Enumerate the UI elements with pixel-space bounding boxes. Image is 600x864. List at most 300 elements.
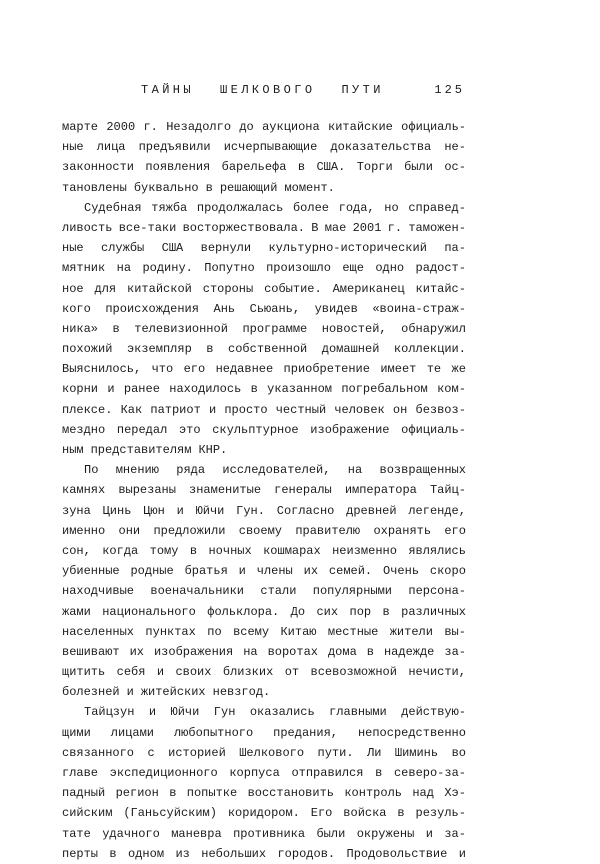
word: вы- bbox=[444, 624, 466, 639]
text-line bbox=[62, 117, 466, 137]
word: сих bbox=[316, 604, 339, 619]
word: новостей, bbox=[321, 321, 387, 336]
word: китайские bbox=[328, 120, 393, 134]
word: экземпляр bbox=[126, 342, 192, 357]
word: он bbox=[392, 402, 408, 417]
word: для bbox=[94, 281, 117, 296]
word: Как bbox=[120, 402, 143, 417]
word: его bbox=[444, 523, 466, 538]
text-line bbox=[62, 379, 466, 399]
word: буквально bbox=[133, 180, 199, 195]
word: китайской bbox=[127, 281, 192, 296]
word: Попутно bbox=[204, 261, 255, 276]
word: сон, bbox=[62, 543, 91, 558]
word: Тайц- bbox=[429, 483, 466, 498]
word: собственной bbox=[228, 342, 308, 357]
word: но bbox=[384, 200, 399, 215]
text-line bbox=[62, 803, 466, 823]
text-line bbox=[62, 662, 466, 682]
word: действую- bbox=[401, 705, 466, 720]
word: в bbox=[206, 342, 214, 357]
word: лицами bbox=[110, 725, 154, 740]
word: кошмарах bbox=[263, 543, 321, 558]
word: главе bbox=[62, 766, 99, 780]
word: вырезаны bbox=[118, 483, 176, 498]
word: па- bbox=[444, 241, 466, 256]
word: на bbox=[243, 644, 258, 659]
word: и bbox=[176, 503, 184, 518]
word: попытке bbox=[186, 786, 238, 801]
word: это bbox=[178, 422, 201, 437]
word: именно bbox=[62, 523, 106, 538]
word: США bbox=[161, 241, 184, 256]
word: близких bbox=[222, 665, 274, 680]
word: в bbox=[366, 644, 374, 659]
word: житейских bbox=[140, 685, 206, 700]
word: Тайцзун bbox=[84, 705, 135, 720]
text-line bbox=[62, 238, 466, 258]
text-line bbox=[62, 460, 466, 480]
word: официаль- bbox=[401, 422, 466, 437]
text-line bbox=[62, 440, 466, 460]
word: г. bbox=[387, 220, 403, 235]
word: семей. bbox=[328, 564, 373, 579]
word: законности bbox=[62, 160, 135, 175]
text-line bbox=[62, 702, 466, 722]
word: доказательства bbox=[330, 140, 432, 155]
word: коллекции. bbox=[393, 342, 466, 357]
word: вернули bbox=[200, 241, 252, 256]
word: справед- bbox=[408, 200, 466, 215]
word: возвращенных bbox=[379, 463, 466, 478]
word: событие. bbox=[264, 281, 322, 296]
word: стали bbox=[260, 584, 297, 599]
text-line bbox=[62, 137, 466, 157]
text-line bbox=[62, 258, 466, 278]
word: контроль bbox=[344, 786, 402, 801]
word: ливость bbox=[62, 220, 113, 235]
word: маневра bbox=[171, 826, 222, 841]
word: древней bbox=[346, 503, 397, 518]
text-line bbox=[62, 783, 466, 803]
word: программе bbox=[242, 321, 308, 336]
word: персона- bbox=[408, 584, 466, 599]
word: перты bbox=[62, 846, 99, 861]
word: являлись bbox=[408, 543, 466, 558]
word: легенде, bbox=[408, 503, 466, 518]
word: (Ганьсуйским) bbox=[123, 806, 217, 821]
word: коридором. bbox=[227, 806, 300, 821]
word: появления bbox=[145, 160, 211, 175]
word: Выяснилось, bbox=[62, 362, 142, 377]
word: регион bbox=[115, 786, 159, 801]
word: еще bbox=[342, 261, 364, 276]
word: мае bbox=[324, 220, 347, 235]
word: историей bbox=[168, 745, 226, 760]
word: китайс- bbox=[415, 281, 466, 296]
text-line bbox=[62, 602, 466, 622]
word: ные bbox=[62, 241, 84, 256]
word: дома bbox=[327, 644, 357, 659]
word: же bbox=[451, 362, 466, 377]
word: генералы bbox=[274, 483, 332, 498]
word: Гун. bbox=[236, 503, 265, 518]
word: военачальники bbox=[150, 584, 245, 599]
word: не- bbox=[444, 140, 466, 155]
word: марте bbox=[62, 120, 99, 134]
word: предложили bbox=[153, 523, 226, 538]
word: ряда bbox=[176, 463, 206, 478]
word: аукциона bbox=[262, 120, 320, 134]
word: правителю bbox=[295, 523, 361, 538]
word: кого bbox=[62, 301, 91, 316]
word: популярными bbox=[312, 584, 392, 599]
text-line bbox=[62, 844, 466, 864]
word: мятник bbox=[62, 261, 106, 276]
text-line bbox=[62, 642, 466, 662]
text-line bbox=[62, 198, 466, 218]
word: в bbox=[109, 846, 117, 861]
word: приобретение bbox=[283, 362, 370, 377]
word: Очень bbox=[383, 564, 420, 579]
word: ос- bbox=[444, 160, 466, 175]
word: непосредственно bbox=[357, 725, 466, 740]
word: нечисти, bbox=[408, 665, 466, 680]
word: ные bbox=[62, 140, 84, 155]
word: Сьюань, bbox=[249, 301, 301, 316]
word: фольклора. bbox=[207, 604, 280, 619]
word: и bbox=[126, 685, 134, 700]
word: в bbox=[297, 160, 306, 175]
word: щитить bbox=[62, 665, 106, 680]
word: плексе. bbox=[62, 402, 113, 417]
word: имеет bbox=[380, 362, 417, 377]
word: ночных bbox=[208, 543, 252, 558]
word: и bbox=[238, 564, 246, 579]
text-line bbox=[62, 480, 466, 500]
word: скоро bbox=[429, 564, 466, 579]
word: его bbox=[183, 362, 206, 377]
word: были bbox=[404, 160, 433, 175]
word: оказались bbox=[249, 705, 315, 720]
body-text bbox=[62, 117, 466, 864]
word: тановлены bbox=[62, 180, 127, 195]
word: окружены bbox=[356, 826, 415, 841]
page-number: 125 bbox=[434, 83, 465, 97]
word: в bbox=[375, 766, 383, 780]
word: представителям bbox=[90, 443, 192, 457]
word: таможен- bbox=[408, 220, 466, 235]
word: Цинь bbox=[102, 503, 132, 518]
word: и bbox=[458, 846, 466, 861]
word: жами bbox=[62, 604, 91, 619]
word: жители bbox=[389, 624, 433, 639]
word: сийским bbox=[62, 806, 113, 821]
word: все-таки bbox=[118, 220, 177, 235]
word: по bbox=[207, 624, 222, 639]
word: Гун bbox=[213, 705, 236, 720]
word: Китаю bbox=[280, 624, 317, 639]
text-line bbox=[62, 622, 466, 642]
word: Продовольствие bbox=[346, 846, 448, 861]
word: до bbox=[239, 120, 254, 134]
word: национального bbox=[102, 604, 196, 619]
word: одно bbox=[375, 261, 405, 276]
word: более bbox=[292, 200, 329, 215]
word: ранее bbox=[123, 382, 160, 397]
word: в bbox=[382, 604, 390, 619]
word: родные bbox=[130, 564, 174, 579]
word: службы bbox=[101, 241, 145, 256]
word: вешивают bbox=[62, 644, 120, 659]
word: что bbox=[151, 362, 174, 377]
word: В bbox=[311, 220, 319, 235]
text-line bbox=[62, 420, 466, 440]
word: По bbox=[84, 463, 99, 478]
word: передал bbox=[116, 422, 168, 437]
word: различных bbox=[401, 604, 466, 619]
word: 2000 bbox=[106, 120, 136, 134]
text-line bbox=[62, 157, 466, 177]
word: родину. bbox=[142, 261, 193, 276]
word: болезней bbox=[62, 685, 120, 700]
word: обнаружил bbox=[401, 321, 466, 336]
word: изображения bbox=[153, 644, 234, 659]
text-line bbox=[62, 541, 466, 561]
word: указанном bbox=[267, 382, 332, 397]
word: пути. bbox=[317, 745, 354, 760]
word: недавнее bbox=[215, 362, 274, 377]
word: увидев bbox=[314, 301, 358, 316]
word: решающий bbox=[219, 180, 278, 195]
word: Его bbox=[310, 806, 333, 821]
word: себя bbox=[116, 665, 146, 680]
text-line bbox=[62, 279, 466, 299]
word: экспедиционного bbox=[109, 766, 218, 780]
word: щими bbox=[62, 725, 91, 740]
text-line bbox=[62, 561, 466, 581]
word: своих bbox=[175, 665, 212, 680]
word: отправился bbox=[291, 766, 364, 780]
word: их bbox=[303, 564, 319, 579]
word: Цюн bbox=[143, 503, 165, 518]
word: на bbox=[116, 261, 132, 276]
word: честный bbox=[275, 402, 327, 417]
text-line bbox=[62, 723, 466, 743]
word: в bbox=[250, 382, 258, 397]
word: Ли bbox=[367, 745, 382, 760]
word: городов. bbox=[277, 846, 336, 861]
word: находилось bbox=[169, 382, 242, 397]
word: погребальном bbox=[341, 382, 428, 397]
text-line bbox=[62, 218, 466, 238]
word: США. bbox=[316, 160, 346, 175]
word: ным bbox=[62, 443, 84, 457]
word: продолжалась bbox=[196, 200, 284, 215]
word: тяжба bbox=[151, 200, 188, 215]
text-line bbox=[62, 501, 466, 521]
word: просто bbox=[224, 402, 268, 417]
word: пунктах bbox=[145, 624, 196, 639]
word: мнению bbox=[115, 463, 159, 478]
word: одном bbox=[128, 846, 165, 861]
text-line bbox=[62, 521, 466, 541]
word: г. bbox=[143, 120, 158, 134]
text-line bbox=[62, 359, 466, 379]
word: Американец bbox=[332, 281, 405, 296]
text-line bbox=[62, 319, 466, 339]
word: Шелкового bbox=[239, 745, 305, 760]
word: ника» bbox=[62, 321, 99, 336]
word: стороны bbox=[202, 281, 254, 296]
word: неизменно bbox=[332, 543, 397, 558]
word: и bbox=[208, 402, 217, 417]
word: Ань bbox=[213, 301, 236, 316]
text-line bbox=[62, 824, 466, 844]
word: тате bbox=[62, 826, 91, 841]
running-header bbox=[141, 83, 465, 103]
running-title-word: ТАЙНЫ bbox=[141, 83, 195, 97]
word: от bbox=[284, 665, 300, 680]
word: Незадолго bbox=[166, 120, 232, 134]
word: человек bbox=[334, 402, 385, 417]
word: всевозможной bbox=[310, 665, 397, 680]
word: находчивые bbox=[62, 584, 135, 599]
word: домашней bbox=[321, 342, 380, 357]
word: произошло bbox=[266, 261, 331, 276]
word: за- bbox=[444, 826, 466, 841]
word: за- bbox=[444, 644, 466, 659]
word: восторжествовала. bbox=[182, 220, 305, 235]
word: Торги bbox=[356, 160, 393, 175]
word: северо-за- bbox=[393, 766, 466, 780]
word: восстановить bbox=[247, 786, 334, 801]
word: были bbox=[316, 826, 346, 841]
word: войска bbox=[343, 806, 387, 821]
text-line bbox=[62, 178, 466, 198]
word: Шиминь bbox=[394, 745, 439, 760]
word: своему bbox=[238, 523, 282, 538]
word: тому bbox=[149, 543, 179, 558]
word: и bbox=[148, 705, 157, 720]
word: зуна bbox=[62, 503, 91, 518]
word: корпуса bbox=[229, 766, 280, 780]
word: они bbox=[118, 523, 141, 538]
word: официаль- bbox=[401, 120, 466, 134]
word: императора bbox=[344, 483, 417, 498]
word: патриот bbox=[150, 402, 201, 417]
word: главными bbox=[329, 705, 387, 720]
word: и bbox=[156, 665, 165, 680]
word: небольших bbox=[201, 846, 267, 861]
word: в bbox=[112, 321, 120, 336]
word: всему bbox=[233, 624, 270, 639]
word: на bbox=[347, 463, 363, 478]
text-line bbox=[62, 299, 466, 319]
word: братья bbox=[184, 564, 228, 579]
word: убиенные bbox=[62, 564, 120, 579]
word: года, bbox=[338, 200, 375, 215]
text-line bbox=[62, 763, 466, 783]
word: над bbox=[412, 786, 434, 801]
word: безвоз- bbox=[415, 402, 466, 417]
word: знаменитые bbox=[189, 483, 262, 498]
word: в bbox=[397, 806, 405, 821]
word: культурно-исторический bbox=[268, 241, 427, 256]
word: скульптурное bbox=[212, 422, 299, 437]
word: надежде bbox=[383, 644, 435, 659]
word: ком- bbox=[437, 382, 466, 397]
word: с bbox=[147, 745, 155, 760]
word: барельефа bbox=[221, 160, 287, 175]
text-line bbox=[62, 682, 466, 702]
word: в bbox=[189, 543, 198, 558]
word: любопытного bbox=[173, 725, 254, 740]
word: момент. bbox=[284, 180, 335, 195]
word: охранять bbox=[373, 523, 432, 538]
word: населенных bbox=[62, 624, 135, 639]
word: падный bbox=[62, 786, 106, 801]
word: удачного bbox=[102, 826, 160, 841]
word: когда bbox=[102, 543, 139, 558]
word: Юйчи bbox=[195, 503, 225, 518]
word: в bbox=[205, 180, 213, 195]
text-line bbox=[62, 743, 466, 763]
word: члены bbox=[256, 564, 293, 579]
running-title-word: ПУТИ bbox=[341, 83, 384, 97]
word: КНР. bbox=[198, 443, 228, 457]
word: похожий bbox=[62, 342, 113, 357]
word: ное bbox=[62, 281, 84, 296]
word: Юйчи bbox=[170, 705, 200, 720]
word: местные bbox=[327, 624, 379, 639]
word: корни bbox=[62, 382, 99, 397]
word: связанного bbox=[62, 745, 135, 760]
running-title-word: ШЕЛКОВОГО bbox=[220, 83, 316, 97]
word: невзгод. bbox=[212, 685, 271, 700]
word: радост- bbox=[415, 261, 466, 276]
word: и bbox=[107, 382, 115, 397]
word: происхождения bbox=[105, 301, 199, 316]
text-line bbox=[62, 339, 466, 359]
word: те bbox=[426, 362, 442, 377]
word: камнях bbox=[62, 483, 106, 498]
word: и bbox=[425, 826, 433, 841]
word: из bbox=[175, 846, 190, 861]
word: воротах bbox=[267, 644, 318, 659]
word: 2001 bbox=[352, 220, 382, 235]
word: предъявили bbox=[138, 140, 211, 155]
word: резуль- bbox=[415, 806, 466, 821]
word: мездно bbox=[62, 422, 106, 437]
word: телевизионной bbox=[134, 321, 228, 336]
running-title bbox=[141, 83, 384, 97]
word: «воина-страж- bbox=[372, 301, 466, 316]
word: во bbox=[451, 745, 466, 760]
text-line bbox=[62, 581, 466, 601]
word: исчерпывающие bbox=[223, 140, 318, 155]
word: До bbox=[290, 604, 306, 619]
text-line bbox=[62, 400, 466, 420]
word: в bbox=[169, 786, 177, 801]
word: Хэ- bbox=[444, 786, 466, 801]
word: изображение bbox=[310, 422, 390, 437]
word: предания, bbox=[273, 725, 338, 740]
word: пор bbox=[349, 604, 372, 619]
word: Согласно bbox=[276, 503, 335, 518]
word: лица bbox=[96, 140, 126, 155]
word: Судебная bbox=[84, 200, 142, 215]
